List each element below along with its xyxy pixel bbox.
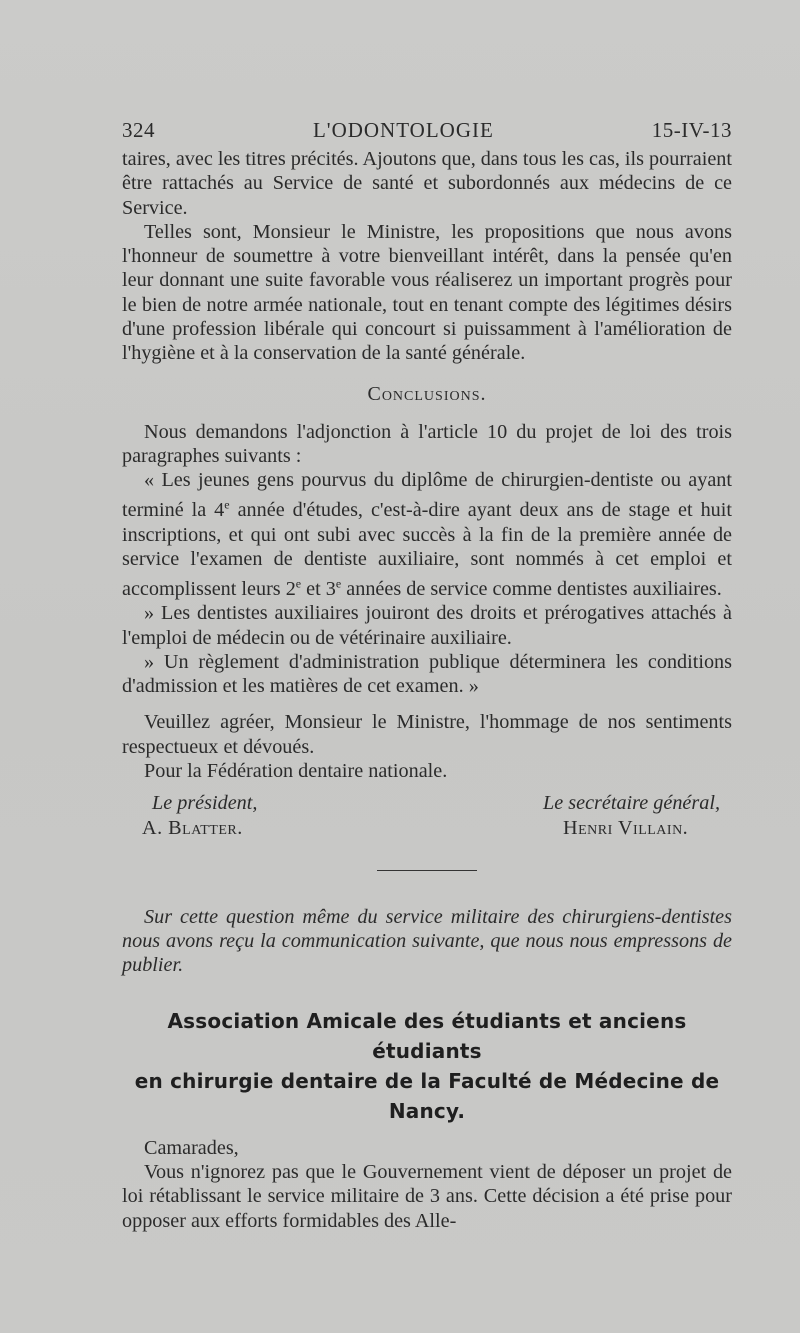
paragraph-continuation: taires, avec les titres précités. Ajoutons que, dans tous les cas, ils pourraient être rattachés au Service de santé et subordonnés aux médecins de ce Service. (122, 148, 732, 219)
issue-date: 15-IV-13 (651, 118, 732, 142)
running-header (122, 118, 732, 143)
secretary-role: Le secrétaire général, (543, 792, 720, 815)
paragraph-quote-1 (122, 468, 732, 601)
paragraph-proposals: Telles sont, Monsieur le Ministre, les propositions que nous avons l'honneur de soumettre à votre bienveillant intérêt, dans la pensée qu'en leur donnant une suite favorable vous réaliserez un important progrès pour le bien de notre armée nationale, tout en tenant compte des légitimes désirs d'une profession libérale qui concourt si puissamment à l'amélioration de l'hygiène et à la conservation de la santé générale. (122, 220, 732, 365)
page-number: 324 (122, 118, 155, 142)
president-role: Le président, (152, 792, 258, 815)
paragraph-quote-3: » Un règlement d'administration publique déterminera les conditions d'admission et les matières de cet examen. » (122, 650, 732, 698)
signature-president (122, 791, 257, 840)
section-title-conclusions: Conclusions. (367, 382, 487, 405)
association-paragraph: Vous n'ignorez pas que le Gouvernement vient de déposer un projet de loi rétablissant le service militaire de 3 ans. Cette décision a été prise pour opposer aux efforts formidables des Alle- (122, 1161, 732, 1232)
president-name: A. Blatter. (142, 816, 243, 839)
signature-secretary (543, 791, 732, 840)
association-heading-line-2: en chirurgie dentaire de la Faculté de Médecine de Nancy. (134, 1068, 720, 1123)
association-heading-line-1: Association Amicale des étudiants et anciens étudiants (167, 1008, 687, 1063)
quote-1-text: « Les jeunes gens pourvus du diplôme de chirurgien-dentiste ou ayant terminé la 4e année d'études, c'est-à-dire ayant deux ans de stage et huit inscriptions, et qui ont subi avec succès à la fin de la première année de service l'examen de dentiste auxiliaire, sont nommés à cet emploi et accomplissent leurs 2e et 3e années de service comme dentistes auxiliaires. (122, 469, 732, 600)
page-content (122, 118, 732, 1233)
paragraph-federation: Pour la Fédération dentaire nationale. (144, 760, 448, 782)
paragraph-request: Nous demandons l'adjonction à l'article 10 du projet de loi des trois paragraphes suivants : (122, 420, 732, 467)
section-divider (377, 870, 477, 871)
paragraph-quote-2: » Les dentistes auxiliaires jouiront des droits et prérogatives attachés à l'emploi de médecin ou de vétérinaire auxiliaire. (122, 602, 732, 649)
editorial-note: Sur cette question même du service militaire des chirurgiens-dentistes nous avons reçu la communication suivante, que nous nous empressons de publier. (122, 905, 732, 977)
salutation: Camarades, (144, 1136, 239, 1159)
signature-block (122, 791, 732, 840)
paragraph-closing: Veuillez agréer, Monsieur le Ministre, l'hommage de nos sentiments respectueux et dévoués. (122, 711, 732, 758)
secretary-name: Henri Villain. (563, 816, 689, 839)
journal-title: L'ODONTOLOGIE (312, 118, 494, 142)
association-heading (122, 1006, 732, 1126)
